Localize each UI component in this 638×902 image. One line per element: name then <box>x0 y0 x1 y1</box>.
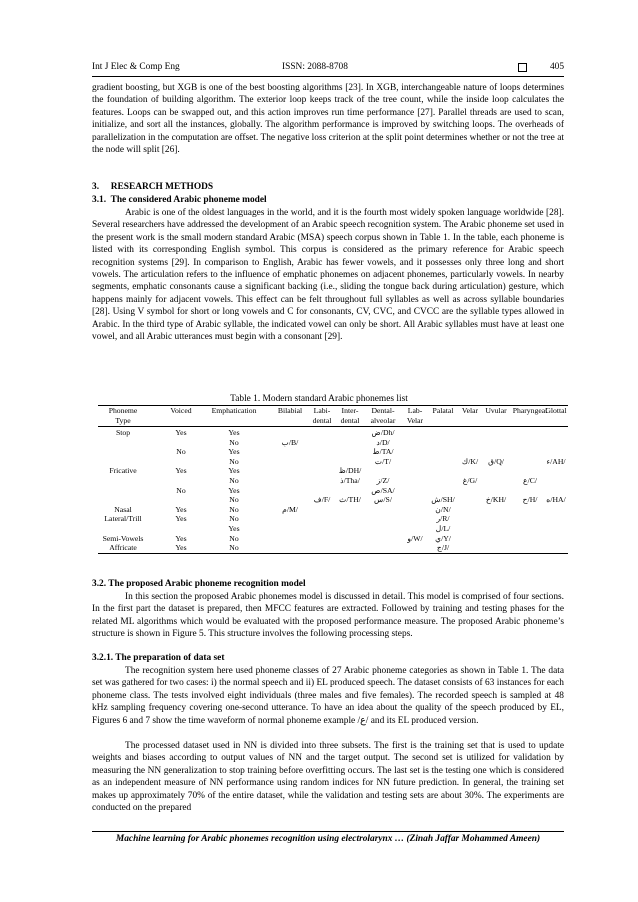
table-cell-emph: No <box>229 495 239 505</box>
header-dental-2: alveolar <box>370 416 396 425</box>
table-cell-palatal: ل/L/ <box>435 524 451 533</box>
section-3-1-paragraph: Arabic is one of the oldest languages in the world, and it is the fourth most widely spoken language worldwide [28]. Several researchers have addressed the development of an Arabic speech recognition system. The Arabic phoneme set used in the present work is the small modern standard Arabic (MSA) speech corpus shown in Table 1. In the table, each phoneme is listed with its corresponding English symbol. This corpus is considered as the primary reference for Arabic speech recognition systems [29]. In comparison to English, Arabic has fewer vowels, and it possesses only three long and short vowels. The articulation refers to the influence of emphatic phonemes on adjacent phonemes, particularly vowels. In nearby segments, emphatic consonants cause a significant backing (i.e., sliding the tongue back during articulation) gesture, which happens mainly for adjacent vowels. This effect can be felt throughout full syllables as well as across syllable boundaries [28]. Using V symbol for short or long vowels and C for consonants, CV, CVC, and CVCC are the syllable types allowed in Arabic. In the third type of Arabic syllable, the indicated vowel can only be short. All Arabic syllables must have at least one vowel, and all Arabic utterances must begin with a consonant [29]. <box>92 208 564 343</box>
table-cell-inter: ظ/DH/ <box>338 466 362 476</box>
table-cell-type: Fricative <box>109 466 137 476</box>
header-lab-2: Velar <box>406 416 424 425</box>
table-cell-emph: No <box>229 504 239 514</box>
issn: ISSN: 2088-8708 <box>282 62 348 72</box>
table-cell-dental: ص/SA/ <box>371 485 395 495</box>
header-emphatication: Emphatication <box>211 406 257 415</box>
header-inter-2: dental <box>340 416 360 425</box>
table-cell-palatal: ر/R/ <box>436 514 450 524</box>
header-voiced: Voiced <box>170 406 192 415</box>
header-dental: Dental- <box>371 406 395 415</box>
table-cell-dental: س/S/ <box>374 495 392 505</box>
table-cell-emph: No <box>229 456 239 466</box>
table-cell-voiced: No <box>176 485 186 495</box>
table-cell-voiced: Yes <box>175 504 187 514</box>
table-cell-lab: و/W/ <box>407 533 423 543</box>
table-cell-velar: غ/G/ <box>462 476 478 485</box>
section-3-2-paragraph: In this section the proposed Arabic phonemes model is discussed in detail. This model is comprised of four sections. In the first part the dataset is prepared, then MFCC features are extracted. Followed by training and testing phases for the related ML algorithms which would be evaluated with the proposed performance measure. The proposed Arabic phoneme’s structure is shown in Figure 5. This structure involves the following processing steps. <box>92 592 564 640</box>
header-labi: Labi- <box>313 406 331 415</box>
header-pharyngeal: Pharyngeal <box>512 406 548 415</box>
table-cell-dental: ز/Z/ <box>376 476 390 485</box>
table-cell-inter: ث/TH/ <box>339 495 361 505</box>
table-cell-bilabial: م/M/ <box>282 504 298 514</box>
section-3-2-heading: 3.2. The proposed Arabic phoneme recognition model <box>92 579 306 589</box>
table-cell-inter: ذ/Tha/ <box>340 476 360 485</box>
table-cell-emph: No <box>229 543 239 553</box>
header-type: Type <box>115 416 131 425</box>
table-cell-emph: No <box>229 514 239 524</box>
table-cell-labi: ف/F/ <box>313 495 331 505</box>
table-cell-voiced: Yes <box>175 428 187 437</box>
table-cell-palatal: ش/SH/ <box>431 495 455 505</box>
section-3-1-heading: 3.1. The considered Arabic phoneme model <box>92 195 267 205</box>
table-cell-emph: No <box>229 437 239 447</box>
table-cell-emph: Yes <box>228 428 240 437</box>
table-cell-palatal: ن/N/ <box>435 504 451 514</box>
table-cell-palatal: ي/Y/ <box>435 533 451 543</box>
table-cell-pharyngeal: ح/H/ <box>522 495 538 505</box>
table-cell-emph: No <box>229 533 239 543</box>
footer-rule <box>92 831 564 832</box>
table-cell-bilabial: ب/B/ <box>281 437 299 447</box>
phoneme-table <box>98 405 568 555</box>
header-palatal: Palatal <box>432 406 454 415</box>
table-cell-palatal: ج/J/ <box>436 543 450 553</box>
section-3-2-1-paragraph-a: The recognition system here used phoneme classes of 27 Arabic phoneme categories as shown in Table 1. The data set was gathered for two cases: i) the normal speech and ii) EL produced speech. The dataset consists of 63 instances for each phoneme class. The tests involved eight individuals (three males and five females). The recorded speech is sampled at 48 kHz sampling frequency covering one-second utterance. To have an idea about the quality of the speech produced by EL, Figures 6 and 7 show the time waveform of normal phoneme example /ع/ and its EL produced version. <box>92 666 564 726</box>
intro-paragraph: gradient boosting, but XGB is one of the best boosting algorithms [23]. In XGB, interchangeable nature of loops determines the foundation of building algorithm. The exterior loop keeps track of the tree count, while the inside loop calculates the features. Loops can be swapped out, and this action improves run time performance [27]. Parallel threads are used to scan, initialize, and sort all the instances, globally. The algorithm performance is improved by switching loops. The overheads of parallelization in the computation are offset. The negative loss criterion at the split point determines whether or not the tree at the node will split [26]. <box>92 83 564 156</box>
header-phoneme: Phoneme <box>108 406 138 415</box>
running-header <box>92 62 564 77</box>
running-footer: Machine learning for Arabic phonemes recognition using electrolarynx … (Zinah Jaffar Mohammed Ameen) <box>115 834 541 844</box>
table-cell-voiced: Yes <box>175 466 187 476</box>
checkbox-icon <box>518 63 527 72</box>
header-velar: Velar <box>461 406 479 415</box>
table-cell-emph: Yes <box>228 466 240 476</box>
table-cell-glottal: ء/AH/ <box>546 456 566 466</box>
table-cell-dental: د/D/ <box>376 437 390 447</box>
table-cell-glottal: ه/HA/ <box>546 495 566 505</box>
table-cell-voiced: Yes <box>175 543 187 553</box>
header-labi-2: dental <box>312 416 332 425</box>
table-cell-velar: ك/K/ <box>461 456 479 466</box>
header-bilabial: Bilabial <box>277 406 303 415</box>
table-cell-dental: ت/T/ <box>374 456 392 466</box>
header-glottal: Glottal <box>545 406 567 415</box>
table-cell-pharyngeal: ع/C/ <box>523 476 537 485</box>
header-inter: Inter- <box>341 406 359 415</box>
table-cell-type: Nasal <box>114 504 132 514</box>
table-bottom-rule <box>98 553 568 554</box>
table-cell-type: Affricate <box>109 543 137 553</box>
table-cell-type: Semi-Vowels <box>102 533 144 543</box>
table-header-rule <box>98 426 568 427</box>
table-cell-voiced: No <box>176 447 186 457</box>
journal-name: Int J Elec & Comp Eng <box>92 62 180 72</box>
table-cell-emph: No <box>229 476 239 485</box>
table-cell-voiced: Yes <box>175 514 187 524</box>
table-cell-dental: ط/TA/ <box>372 447 394 457</box>
header-uvular: Uvular <box>485 406 507 415</box>
table-cell-emph: Yes <box>228 447 240 457</box>
table-caption: Table 1. Modern standard Arabic phonemes list <box>230 394 408 404</box>
table-cell-emph: Yes <box>228 524 240 533</box>
table-cell-type: Stop <box>115 428 131 437</box>
table-cell-uvular: ق/Q/ <box>488 456 504 466</box>
section-3-2-1-paragraph-b: The processed dataset used in NN is divided into three subsets. The first is the training set that is used to update weights and biases according to output values of NN and the target output. The second set is utilized for validation by measuring the NN generalization to stop training before overfitting occurs. The last set is the testing one which is considered as an independent measure of NN performance using random indices for NN future prediction. In general, the training set makes up approximately 70% of the entire dataset, while the validation and testing sets are about 30%. The experiments are conducted on the prepared <box>92 741 564 814</box>
page-number: 405 <box>549 62 564 72</box>
table-cell-emph: Yes <box>228 485 240 495</box>
header-lab: Lab- <box>407 406 423 415</box>
section-3-heading: 3. RESEARCH METHODS <box>92 182 214 192</box>
section-3-2-1-heading: 3.2.1. The preparation of data set <box>92 653 225 663</box>
table-cell-dental: ض/Dh/ <box>371 428 395 437</box>
table-cell-type: Lateral/Trill <box>104 514 142 524</box>
table-cell-voiced: Yes <box>175 533 187 543</box>
table-cell-uvular: خ/KH/ <box>485 495 507 505</box>
